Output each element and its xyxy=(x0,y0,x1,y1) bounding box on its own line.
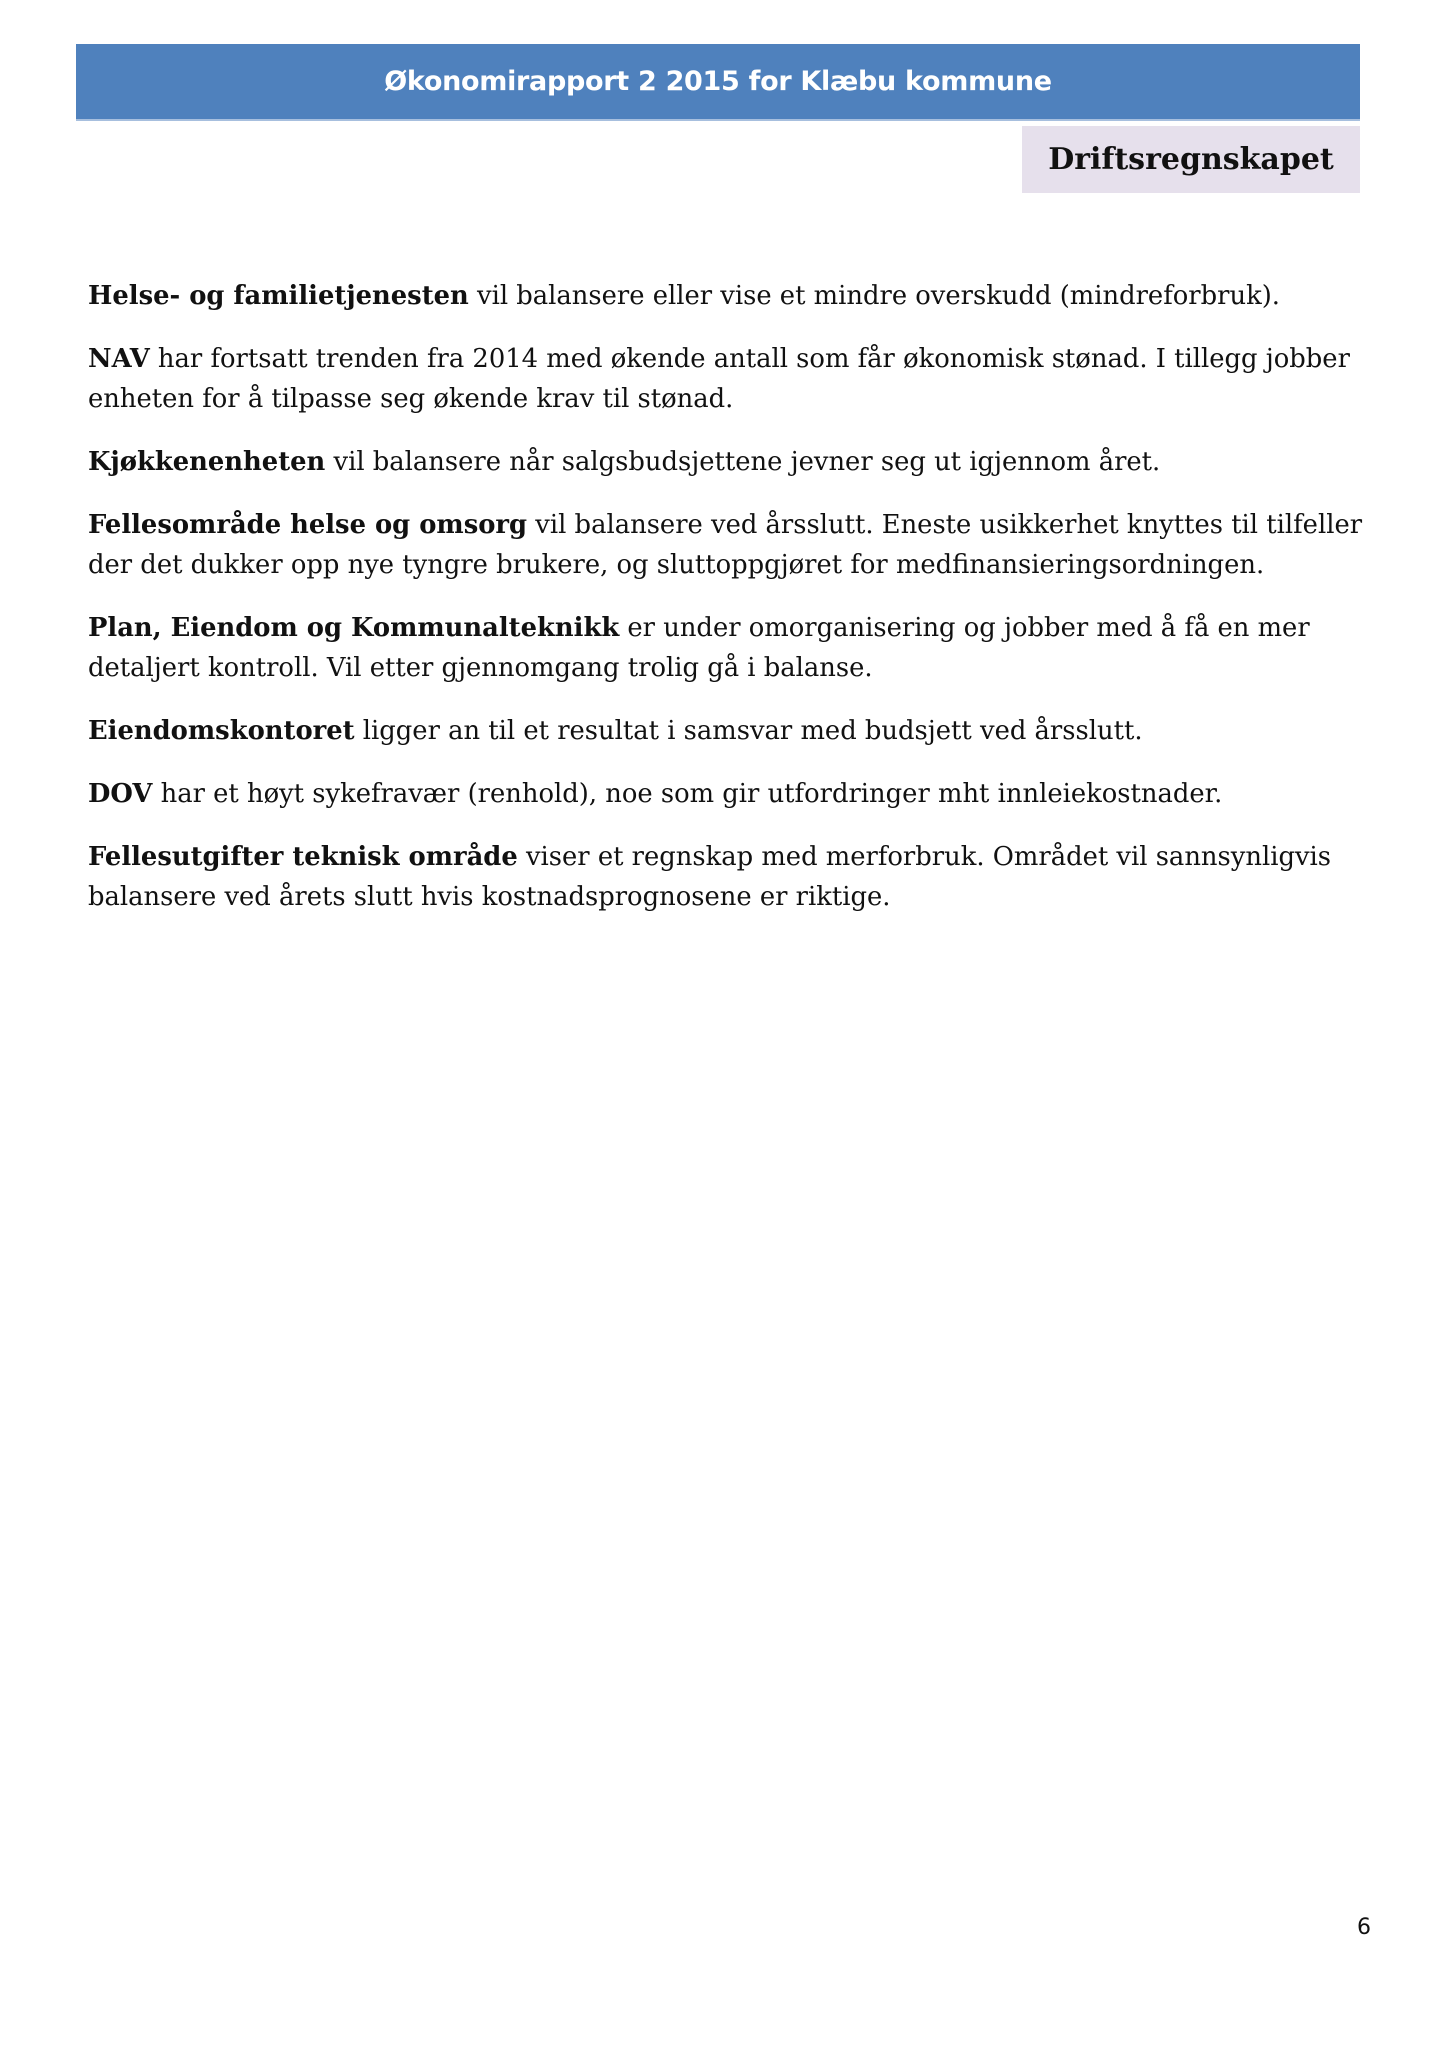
document-body xyxy=(88,276,1378,940)
paragraph-text: har et høyt sykefravær (renhold), noe som gir utfordringer mht innleiekostnader. xyxy=(152,779,1223,809)
paragraph-helse-og-familietjenesten xyxy=(88,276,1378,316)
paragraph-nav xyxy=(88,339,1378,419)
paragraph-text: viser et regnskap med merforbruk. Området vil sannsynligvis balansere ved årets slutt hvis kostnadsprognosene er riktige. xyxy=(88,842,1332,912)
paragraph-text: vil balansere når salgsbudsjettene jevner seg ut igjennom året. xyxy=(325,447,1161,477)
paragraph-lead: Kjøkkenenheten xyxy=(88,447,326,477)
paragraph-kjokkenenheten xyxy=(88,442,1378,482)
paragraph-eiendomskontoret xyxy=(88,711,1378,751)
paragraph-lead: Fellesutgifter teknisk område xyxy=(88,842,518,872)
section-tab xyxy=(1022,126,1360,193)
paragraph-lead: Plan, Eiendom og Kommunalteknikk xyxy=(88,613,620,643)
report-title: Økonomirapport 2 2015 for Klæbu kommune xyxy=(384,66,1052,97)
paragraph-text: ligger an til et resultat i samsvar med budsjett ved årsslutt. xyxy=(354,716,1143,746)
paragraph-fellesomrade-helse-og-omsorg xyxy=(88,505,1378,585)
section-title: Driftsregnskapet xyxy=(1048,142,1334,177)
paragraph-text: er under omorganisering og jobber med å få en mer detaljert kontroll. Vil etter gjennomgang trolig gå i balanse. xyxy=(88,613,1310,683)
paragraph-fellesutgifter-teknisk-omrade xyxy=(88,837,1378,917)
paragraph-text: har fortsatt trenden fra 2014 med økende antall som får økonomisk stønad. I tillegg jobber enheten for å tilpasse seg økende krav til stønad. xyxy=(88,344,1350,414)
paragraph-dov xyxy=(88,774,1378,814)
paragraph-lead: DOV xyxy=(88,779,153,809)
report-header-bar xyxy=(76,44,1360,121)
paragraph-lead: NAV xyxy=(88,344,150,374)
page-number: 6 xyxy=(1357,1915,1371,1940)
paragraph-lead: Helse- og familietjenesten xyxy=(88,281,469,311)
paragraph-lead: Eiendomskontoret xyxy=(88,716,355,746)
paragraph-text: vil balansere ved årsslutt. Eneste usikkerhet knyttes til tilfeller der det dukker opp nye tyngre brukere, og sluttoppgjøret for medfinansieringsordningen. xyxy=(88,510,1363,580)
paragraph-lead: Fellesområde helse og omsorg xyxy=(88,510,528,540)
paragraph-plan-eiendom-kommunalteknikk xyxy=(88,608,1378,688)
paragraph-text: vil balansere eller vise et mindre overskudd (mindreforbruk). xyxy=(468,281,1280,311)
